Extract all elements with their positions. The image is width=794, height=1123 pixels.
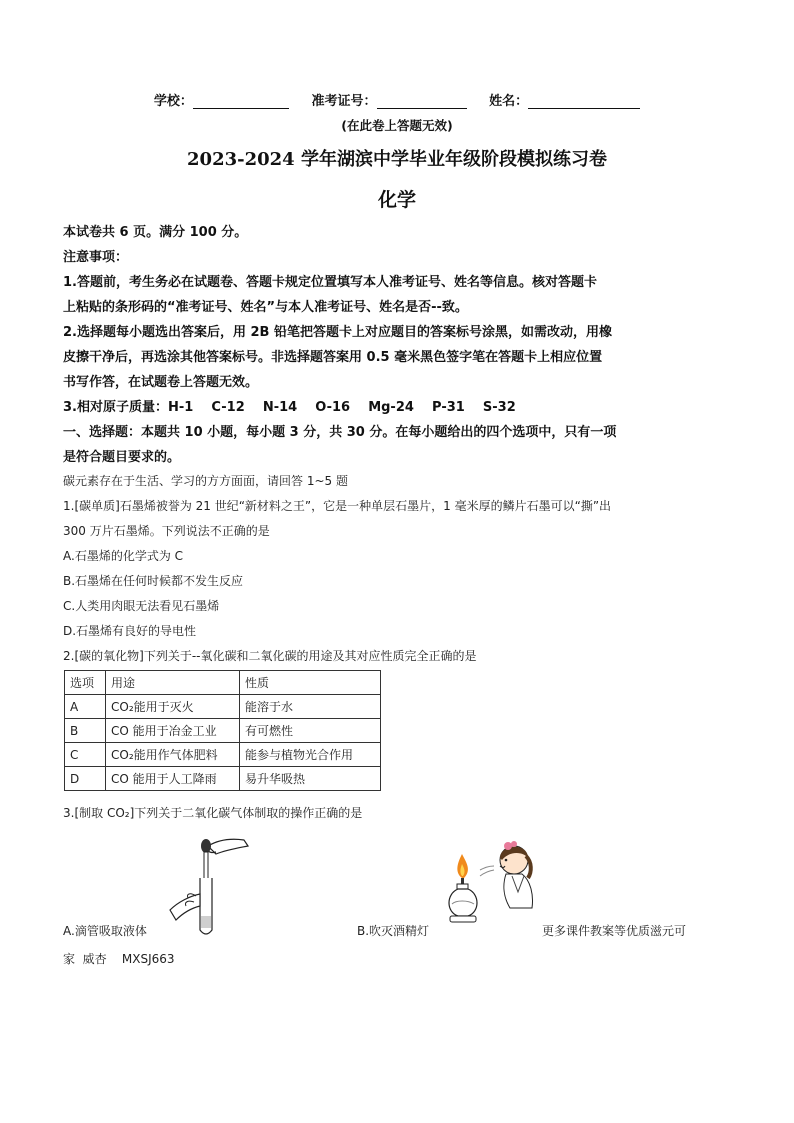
student-info-line [0, 90, 794, 109]
pages-info: 本试卷共 6 页。满分 100 分。 [63, 225, 248, 240]
name-blank[interactable] [528, 94, 640, 109]
context-text: 碳元素存在于生活、学习的方方面面，请回答 1~5 题 [63, 474, 348, 488]
notice-item-1a: 1.答题前，考生务必在试题卷、答题卡规定位置填写本人准考证号、姓名等信息。核对答题卡 [63, 275, 597, 290]
table-cell: D [65, 767, 106, 791]
notice-title: 注意事项： [63, 250, 129, 265]
q1-option-a: A.石墨烯的化学式为 C [63, 549, 184, 563]
q3-option-b: B.吹灭酒精灯 [357, 924, 430, 938]
name-label: 姓名： [489, 94, 529, 109]
instructions [63, 220, 733, 470]
q3-stem: 3.[制取 CO₂]下列关于二氧化碳气体制取的操作正确的是 [63, 806, 363, 820]
section1-heading-a: 一、选择题：本题共 10 小题，每小题 3 分，共 30 分。在每小题给出的四个选项中，只有一项 [63, 425, 617, 440]
table-row [65, 695, 381, 719]
notice-item-3: 3.相对原子质量：H-1 C-12 N-14 O-16 Mg-24 P-31 S-32 [63, 400, 516, 415]
table-cell: A [65, 695, 106, 719]
table-header-row [65, 671, 381, 695]
q1-stem-b: 300 万片石墨烯。下列说法不正确的是 [63, 524, 270, 538]
notice-item-2b: 皮擦干净后，再选涂其他答案标号。非选择题答案用 0.5 毫米黑色签字笔在答题卡上相应位置 [63, 350, 603, 365]
q2-stem: 2.[碳的氧化物]下列关于--氧化碳和二氧化碳的用途及其对应性质完全正确的是 [63, 649, 477, 663]
watermark-text-2: 家 威杏 MXSJ663 [63, 952, 175, 966]
table-cell: C [65, 743, 106, 767]
q1-option-b: B.石墨烯在任何时候都不发生反应 [63, 574, 244, 588]
table-cell: 易升华吸热 [240, 767, 381, 791]
table-header-cell: 性质 [240, 671, 381, 695]
q2-table [64, 670, 381, 791]
table-cell: CO 能用于冶金工业 [106, 719, 240, 743]
table-header-cell: 选项 [65, 671, 106, 695]
table-cell: B [65, 719, 106, 743]
school-blank[interactable] [193, 94, 289, 109]
table-cell: CO₂能用作气体肥料 [106, 743, 240, 767]
q3-option-a: A.滴管吸取液体 [63, 924, 147, 938]
table-cell: 能溶于水 [240, 695, 381, 719]
questions [63, 469, 733, 669]
table-row [65, 767, 381, 791]
q1-stem-a: 1.[碳单质]石墨烯被誉为 21 世纪“新材料之王”，它是一种单层石墨片，1 毫米厚的鳞片石墨可以“撕”出 [63, 499, 612, 513]
q1-option-d: D.石墨烯有良好的导电性 [63, 624, 197, 638]
notice-item-1b: 上粘贴的条形码的“准考证号、姓名”与本人准考证号、姓名是否--致。 [63, 300, 468, 315]
invalid-note: (在此卷上答题无效) [341, 118, 453, 133]
school-label: 学校： [153, 94, 193, 109]
table-cell: 能参与植物光合作用 [240, 743, 381, 767]
notice-item-2c: 书写作答，在试题卷上答题无效。 [63, 375, 259, 390]
section1-heading-b: 是符合题目要求的。 [63, 450, 181, 465]
table-cell: CO 能用于人工降雨 [106, 767, 240, 791]
subject-title: 化学 [377, 189, 416, 211]
table-cell: CO₂能用于灭火 [106, 695, 240, 719]
watermark-text-1: 更多课件教案等优质滋元可 [542, 924, 687, 938]
alcohol-lamp-figure [448, 838, 538, 938]
q1-option-c: C.人类用肉眼无法看见石墨烯 [63, 599, 220, 613]
exam-title: 2023-2024 学年湖滨中学毕业年级阶段模拟练习卷 [187, 149, 607, 170]
dropper-figure [168, 832, 252, 940]
table-header-cell: 用途 [106, 671, 240, 695]
exam-no-label: 准考证号： [311, 94, 377, 109]
table-row [65, 743, 381, 767]
exam-no-blank[interactable] [377, 94, 467, 109]
notice-item-2a: 2.选择题每小题选出答案后，用 2B 铅笔把答题卡上对应题目的答案标号涂黑，如需改动，用橡 [63, 325, 612, 340]
table-row [65, 719, 381, 743]
table-cell: 有可燃性 [240, 719, 381, 743]
